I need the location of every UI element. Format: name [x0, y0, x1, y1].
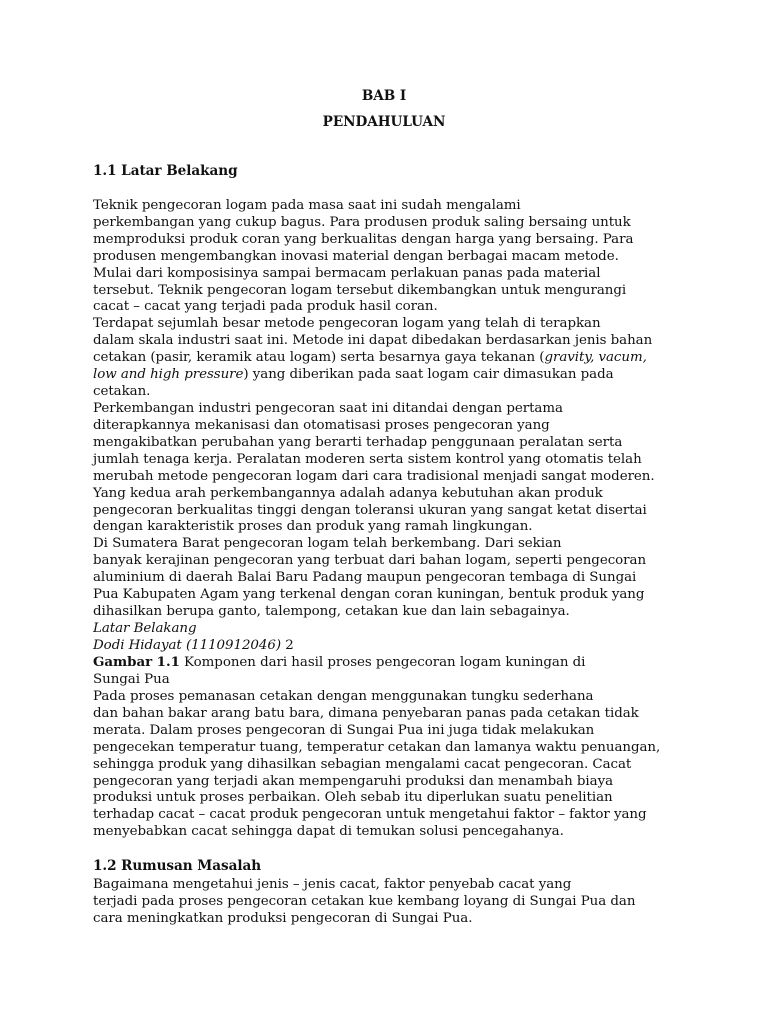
paragraph-line: Yang kedua arah perkembangannya adalah adanya kebutuhan akan produk: [93, 486, 603, 501]
italic-term: low and high pressure: [93, 367, 244, 382]
paragraph-line: Perkembangan industri pengecoran saat ini ditandai dengan pertama: [93, 401, 563, 416]
chapter-title: PENDAHULUAN: [322, 114, 446, 130]
paragraph-line: merubah metode pengecoran logam dari cara tradisional menjadi sangat moderen.: [93, 469, 655, 484]
section-heading-rumusan-masalah: 1.2 Rumusan Masalah: [93, 858, 262, 874]
section-heading-latar-belakang: 1.1 Latar Belakang: [93, 163, 238, 179]
paragraph-line: pengecoran yang terjadi akan mempengaruhi produksi dan menambah biaya: [93, 774, 614, 789]
paragraph-line: [93, 366, 614, 383]
chapter-number: BAB I: [361, 88, 407, 104]
running-footer-section: Latar Belakang: [93, 621, 197, 636]
paragraph-line: aluminium di daerah Balai Baru Padang maupun pengecoran tembaga di Sungai: [93, 570, 637, 585]
paragraph-line: menyebabkan cacat sehingga dapat di temukan solusi pencegahanya.: [93, 824, 564, 839]
paragraph-line: dihasilkan berupa ganto, talempong, cetakan kue dan lain sebagainya.: [93, 604, 570, 619]
paragraph-line: dan bahan bakar arang batu bara, dimana penyebaran panas pada cetakan tidak: [93, 706, 639, 721]
paragraph-line: Di Sumatera Barat pengecoran logam telah berkembang. Dari sekian: [93, 536, 562, 551]
paragraph-line: [93, 349, 647, 366]
paragraph-line: dengan karakteristik proses dan produk yang ramah lingkungan.: [93, 519, 533, 534]
paragraph-line: mengakibatkan perubahan yang berarti terhadap penggunaan peralatan serta: [93, 435, 623, 450]
paragraph-line: produksi untuk proses perbaikan. Oleh sebab itu diperlukan suatu penelitian: [93, 790, 613, 805]
text-run: cetakan (pasir, keramik atau logam) serta besarnya gaya tekanan (: [93, 350, 545, 365]
italic-term: gravity, vacum,: [544, 350, 647, 365]
paragraph-line: jumlah tenaga kerja. Peralatan moderen serta sistem kontrol yang otomatis telah: [93, 452, 642, 467]
paragraph-line: pengecoran berkualitas tinggi dengan toleransi ukuran yang sangat ketat disertai: [93, 503, 647, 518]
paragraph-line: memproduksi produk coran yang berkualitas dengan harga yang bersaing. Para: [93, 232, 634, 247]
figure-label: Gambar 1.1: [93, 654, 180, 670]
text-run: ) yang diberikan pada saat logam cair dimasukan pada: [243, 367, 614, 382]
paragraph-line: produsen mengembangkan inovasi material dengan berbagai macam metode.: [93, 249, 619, 264]
running-footer-author: [93, 637, 294, 654]
paragraph-line: Pua Kabupaten Agam yang terkenal dengan coran kuningan, bentuk produk yang: [93, 587, 645, 602]
paragraph-line: pengecekan temperatur tuang, temperatur cetakan dan lamanya waktu penuangan,: [93, 740, 661, 755]
paragraph-line: terjadi pada proses pengecoran cetakan kue kembang loyang di Sungai Pua dan: [93, 894, 636, 909]
paragraph-line: tersebut. Teknik pengecoran logam tersebut dikembangkan untuk mengurangi: [93, 283, 627, 298]
figure-caption: [93, 654, 585, 671]
paragraph-line: merata. Dalam proses pengecoran di Sungai Pua ini juga tidak melakukan: [93, 723, 595, 738]
page-number: 2: [281, 638, 294, 653]
paragraph-line: cetakan.: [93, 384, 151, 399]
paragraph-line: Pada proses pemanasan cetakan dengan menggunakan tungku sederhana: [93, 689, 594, 704]
paragraph-line: cara meningkatkan produksi pengecoran di Sungai Pua.: [93, 911, 473, 926]
caption-text: Komponen dari hasil proses pengecoran logam kuningan di: [179, 655, 586, 670]
paragraph-line: Mulai dari komposisinya sampai bermacam perlakuan panas pada material: [93, 266, 601, 281]
paragraph-line: Terdapat sejumlah besar metode pengecoran logam yang telah di terapkan: [93, 316, 601, 331]
paragraph-line: sehingga produk yang dihasilkan sebagian mengalami cacat pengecoran. Cacat: [93, 757, 632, 772]
paragraph-line: terhadap cacat – cacat produk pengecoran untuk mengetahui faktor – faktor yang: [93, 807, 647, 822]
paragraph-line: dalam skala industri saat ini. Metode ini dapat dibedakan berdasarkan jenis bahan: [93, 333, 653, 348]
paragraph-line: Teknik pengecoran logam pada masa saat ini sudah mengalami: [93, 198, 521, 213]
author-name: Dodi Hidayat (1110912046): [93, 638, 282, 653]
paragraph-line: diterapkannya mekanisasi dan otomatisasi proses pengecoran yang: [93, 418, 550, 433]
paragraph-line: Bagaimana mengetahui jenis – jenis cacat, faktor penyebab cacat yang: [93, 877, 572, 892]
paragraph-line: banyak kerajinan pengecoran yang terbuat dari bahan logam, seperti pengecoran: [93, 553, 647, 568]
paragraph-line: perkembangan yang cukup bagus. Para produsen produk saling bersaing untuk: [93, 215, 631, 230]
figure-caption-line: Sungai Pua: [93, 672, 170, 687]
paragraph-line: cacat – cacat yang terjadi pada produk hasil coran.: [93, 299, 438, 314]
